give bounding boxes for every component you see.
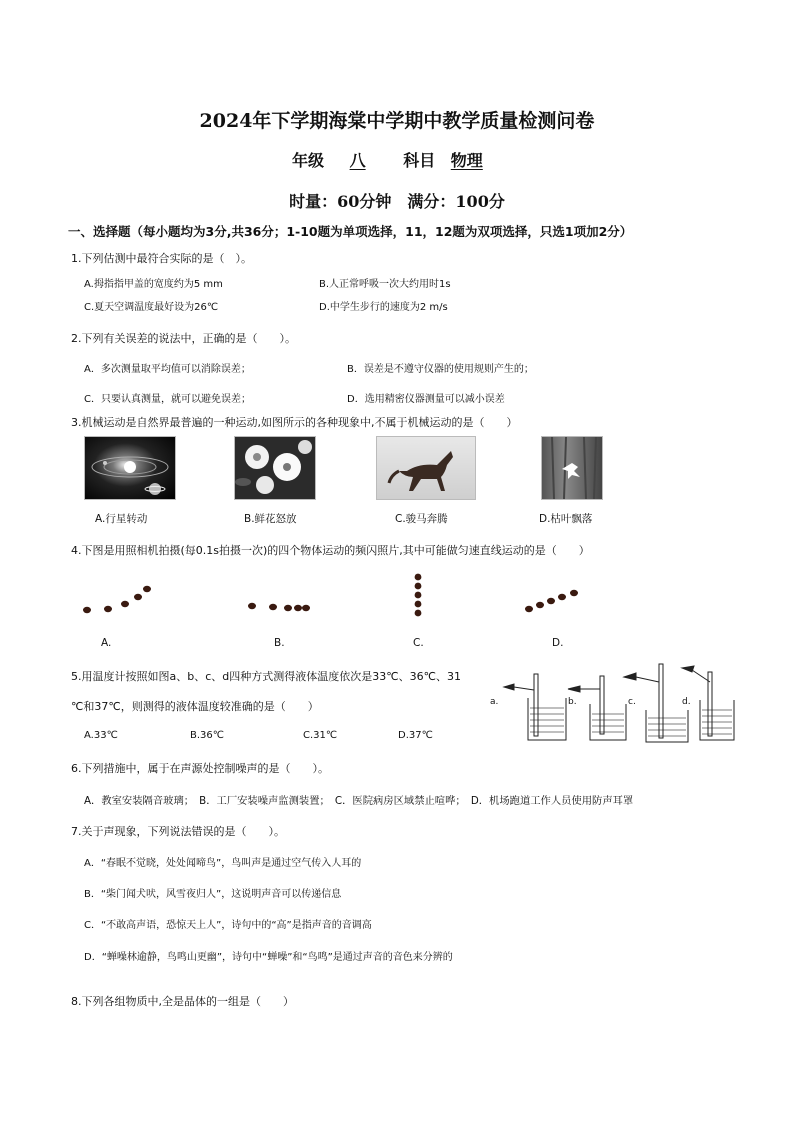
q5-stem-line1: 5.用温度计按照如图a、b、c、d四种方式测得液体温度依次是33℃、36℃、31: [71, 670, 461, 683]
strobe-dot: [536, 602, 544, 608]
q7-option-d: D．“蝉噪林逾静，鸟鸣山更幽”，诗句中“蝉噪”和“鸟鸣”是通过声音的音色来分辨的: [84, 952, 453, 963]
q1-option-b: B.人正常呼吸一次大约用时1s: [319, 279, 451, 290]
grade-subject-line: [292, 148, 483, 171]
strobe-dot: [248, 603, 256, 609]
strobe-dot: [284, 605, 292, 611]
q4-label-b: B.: [274, 637, 285, 649]
q8-stem: 8.下列各组物质中,全是晶体的一组是（ ）: [71, 995, 294, 1008]
strobe-dot: [143, 586, 151, 592]
q2-option-b: B．误差是不遵守仪器的使用规则产生的；: [347, 364, 534, 375]
strobe-dot: [104, 606, 112, 612]
exam-title: 2024年下学期海棠中学期中教学质量检测问卷: [199, 110, 595, 132]
q4-label-c: C.: [413, 637, 424, 649]
q3-caption-c: C.骏马奔腾: [395, 513, 448, 525]
strobe-dot: [415, 601, 422, 608]
diagram-label-b: b.: [568, 697, 577, 707]
q1-stem: 1.下列估测中最符合实际的是（ ）。: [71, 252, 252, 265]
strobe-dot: [302, 605, 310, 611]
galloping-horse-image: [376, 436, 476, 500]
strobe-dot: [134, 594, 142, 600]
q1-option-a: A.拇指指甲盖的宽度约为5 mm: [84, 279, 223, 290]
q3-caption-a: A.行星转动: [95, 513, 148, 525]
q1-option-d: D.中学生步行的速度为2 m/s: [319, 302, 448, 313]
strobe-dot: [294, 605, 302, 611]
q3-stem: 3.机械运动是自然界最普遍的一种运动,如图所示的各种现象中,不属于机械运动的是（ ）: [71, 416, 518, 429]
strobe-dot: [415, 610, 422, 617]
strobe-dot: [558, 594, 566, 600]
strobe-photo-diagrams: [0, 568, 794, 648]
diagram-label-d: d.: [682, 697, 691, 707]
strobe-dot: [415, 574, 422, 581]
subject-value: 物理: [450, 151, 483, 170]
planet-rotation-image: [84, 436, 176, 500]
q5-option-a: A.33℃: [84, 730, 118, 741]
q2-option-a: A．多次测量取平均值可以消除误差；: [84, 364, 251, 375]
falling-leaf-image: [541, 436, 603, 500]
q6-options: A．教室安装隔音玻璃； B．工厂安装噪声监测装置； C．医院病房区域禁止喧哗； D．机场跑道工作人员使用防声耳罩: [84, 795, 634, 807]
strobe-dot: [269, 604, 277, 610]
q7-stem: 7.关于声现象，下列说法错误的是（ ）。: [71, 825, 285, 838]
q4-label-a: A.: [101, 637, 112, 649]
strobe-dot: [415, 583, 422, 590]
q2-stem: 2.下列有关误差的说法中，正确的是（ ）。: [71, 332, 296, 345]
q1-option-c: C.夏天空调温度最好设为26℃: [84, 302, 219, 313]
q6-stem: 6.下列措施中，属于在声源处控制噪声的是（ ）。: [71, 762, 329, 775]
q5-option-c: C.31℃: [303, 730, 338, 741]
q7-option-c: C．“不敢高声语，恐惊天上人”，诗句中的“高”是指声音的音调高: [84, 920, 372, 931]
strobe-dot: [415, 592, 422, 599]
diagram-label-c: c.: [628, 697, 636, 707]
section-heading: 一、选择题（每小题均为3分,共36分；1-10题为单项选择，11，12题为双项选择，只选1项加2分）: [68, 224, 633, 239]
q5-option-d: D.37℃: [398, 730, 433, 741]
time-info: 时量：60分钟 满分：100分: [289, 192, 505, 211]
grade-value: 八: [349, 151, 366, 170]
strobe-dot: [83, 607, 91, 613]
q7-option-a: A．“春眠不觉晓，处处闻啼鸟”，鸟叫声是通过空气传入人耳的: [84, 858, 362, 869]
q5-stem-line2: ℃和37℃，则测得的液体温度较准确的是（ ）: [71, 700, 319, 713]
grade-label: 年级: [292, 151, 325, 170]
diagram-label-a: a.: [490, 697, 499, 707]
strobe-dot: [525, 606, 533, 612]
strobe-dot: [121, 601, 129, 607]
q5-option-b: B.36℃: [190, 730, 224, 741]
q4-label-d: D.: [552, 637, 564, 649]
strobe-dot: [570, 590, 578, 596]
blooming-flowers-image: [234, 436, 316, 500]
q4-stem: 4.下图是用照相机拍摄(每0.1s拍摄一次)的四个物体运动的频闪照片,其中可能做匀速直线运动的是（ ）: [71, 544, 590, 557]
q7-option-b: B．“柴门闻犬吠，风雪夜归人”，这说明声音可以传递信息: [84, 889, 342, 900]
q3-caption-d: D.枯叶飘落: [539, 513, 593, 525]
q2-option-d: D．选用精密仪器测量可以减小误差: [347, 394, 505, 405]
subject-label: 科目: [403, 151, 436, 170]
q3-caption-b: B.鲜花怒放: [244, 513, 297, 525]
strobe-dot: [547, 598, 555, 604]
q2-option-c: C．只要认真测量，就可以避免误差；: [84, 394, 251, 405]
thermometer-diagram: [488, 660, 748, 745]
